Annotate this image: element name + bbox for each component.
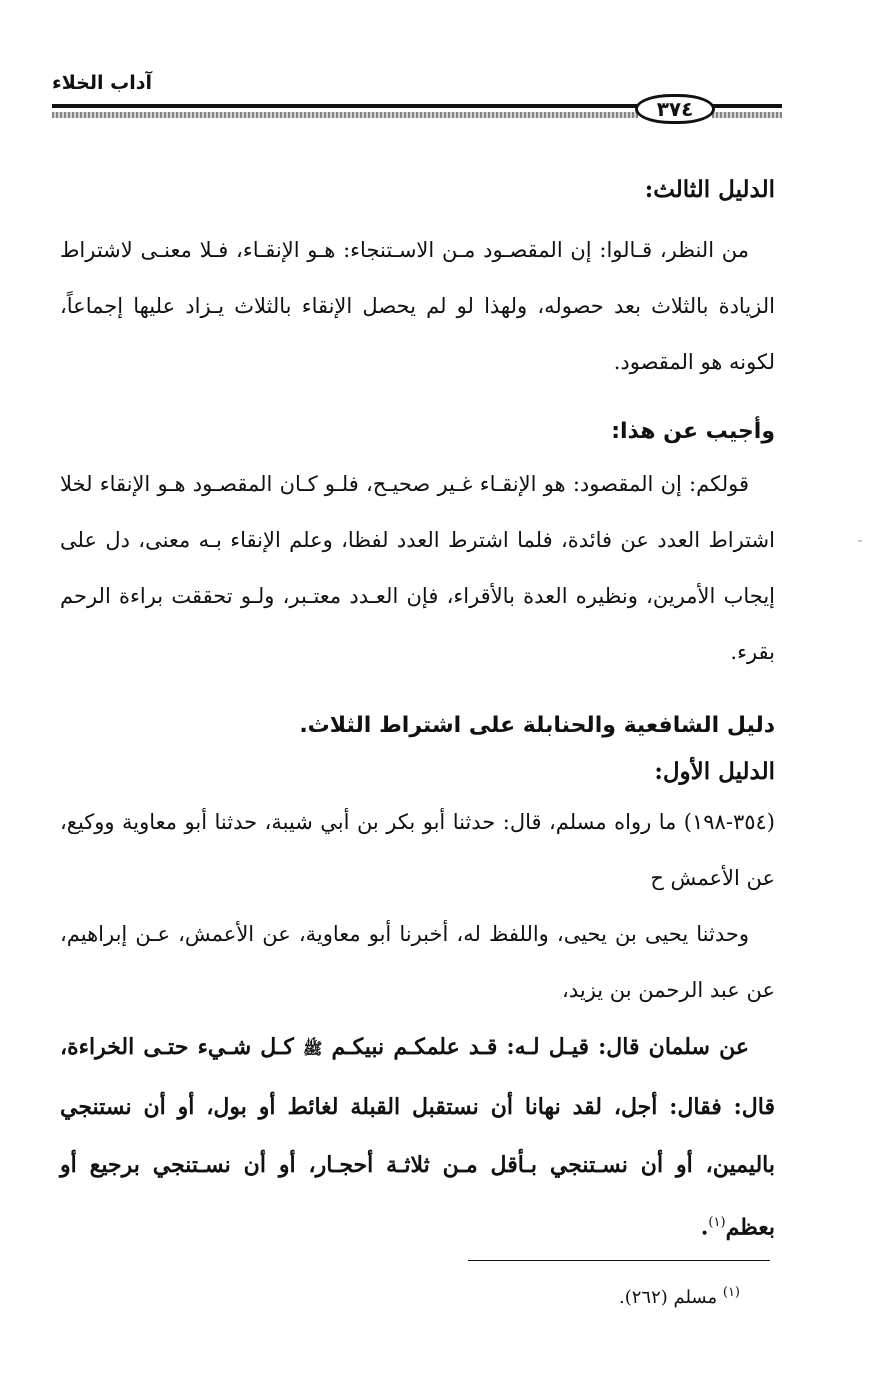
hadith-isnad-1: (٣٥٤-١٩٨) ما رواه مسلم، قال: حدثنا أبو بكر بن أبي شيبة، حدثنا أبو معاوية ووكيع، عن الأعمش ح [60,810,775,890]
footnote-separator [468,1260,770,1261]
main-text [60,168,775,1256]
paragraph-response: قولكم: إن المقصود: هو الإنقـاء غـير صحيـح، فلـو كـان المقصـود هـو الإنقاء لخلا اشتراط العدد عن فائدة، فلما اشترط العدد لفظا، وعلم الإنقاء بـه معنى، دل على إيجاب الأمرين، ونظيره العدة بالأقراء، فإن العـدد معتـبر، ولـو تحققت براءة الرحم بقرء. [60,472,775,664]
heading-shafii-hanbali: دليل الشافعية والحنابلة على اشتراط الثلاث. [299,713,775,738]
heading-response: وأجيب عن هذا: [611,419,775,444]
hadith-isnad-2: وحدثنا يحيى بن يحيى، واللفظ له، أخبرنا أبو معاوية، عن الأعمش، عـن إبراهيم، عن عبد الرحمن بن يزيد، [60,922,775,1002]
honorific-symbol: ﷺ [303,1039,323,1058]
header-rule-ornament-right [712,112,782,118]
hadith-end: . [700,1214,709,1241]
footnote-text: مسلم (٢٦٢). [618,1287,723,1308]
hadith-text-after: كـل شـيء حتـى الخراءة، قال: فقال: أجل، لقد نهانا أن نستقبل القبلة لغائط أو بول، أو أن نستنجي باليمين، أو أن نسـتنجي بـأقل مـن ثلاثـة أحجـار، أو أن نسـتنجي برجيع أو بعظم [60,1034,775,1241]
heading-third-evidence: الدليل الثالث: [644,176,775,203]
footnote-marker: (١) [722,1285,740,1300]
header-rule-ornament [52,112,638,118]
header-rule-thick-right [712,104,782,108]
hadith-matn [60,1018,775,1256]
heading-first-evidence: الدليل الأول: [654,758,775,785]
footnote [460,1273,740,1318]
header-rule-thick [52,104,638,108]
footnote-reference[interactable]: (١) [708,1215,726,1230]
hadith-text-before: عن سلمان قال: قيـل لـه: قـد علمكـم نبيكـم [322,1034,749,1060]
paragraph-third-evidence: من النظر، قـالوا: إن المقصـود مـن الاسـتنجاء: هـو الإنقـاء، فـلا معنـى لاشتراط الزيادة بالثلاث بعد حصوله، ولهذا لو لم يحصل الإنقاء بالثلاث يـزاد عليها إجماعاً، لكونه هو المقصود. [60,238,775,374]
page-number: ٣٧٤ [635,94,715,124]
page-header [52,68,782,128]
edge-speck [858,540,862,542]
running-title: آداب الخلاء [52,72,152,94]
